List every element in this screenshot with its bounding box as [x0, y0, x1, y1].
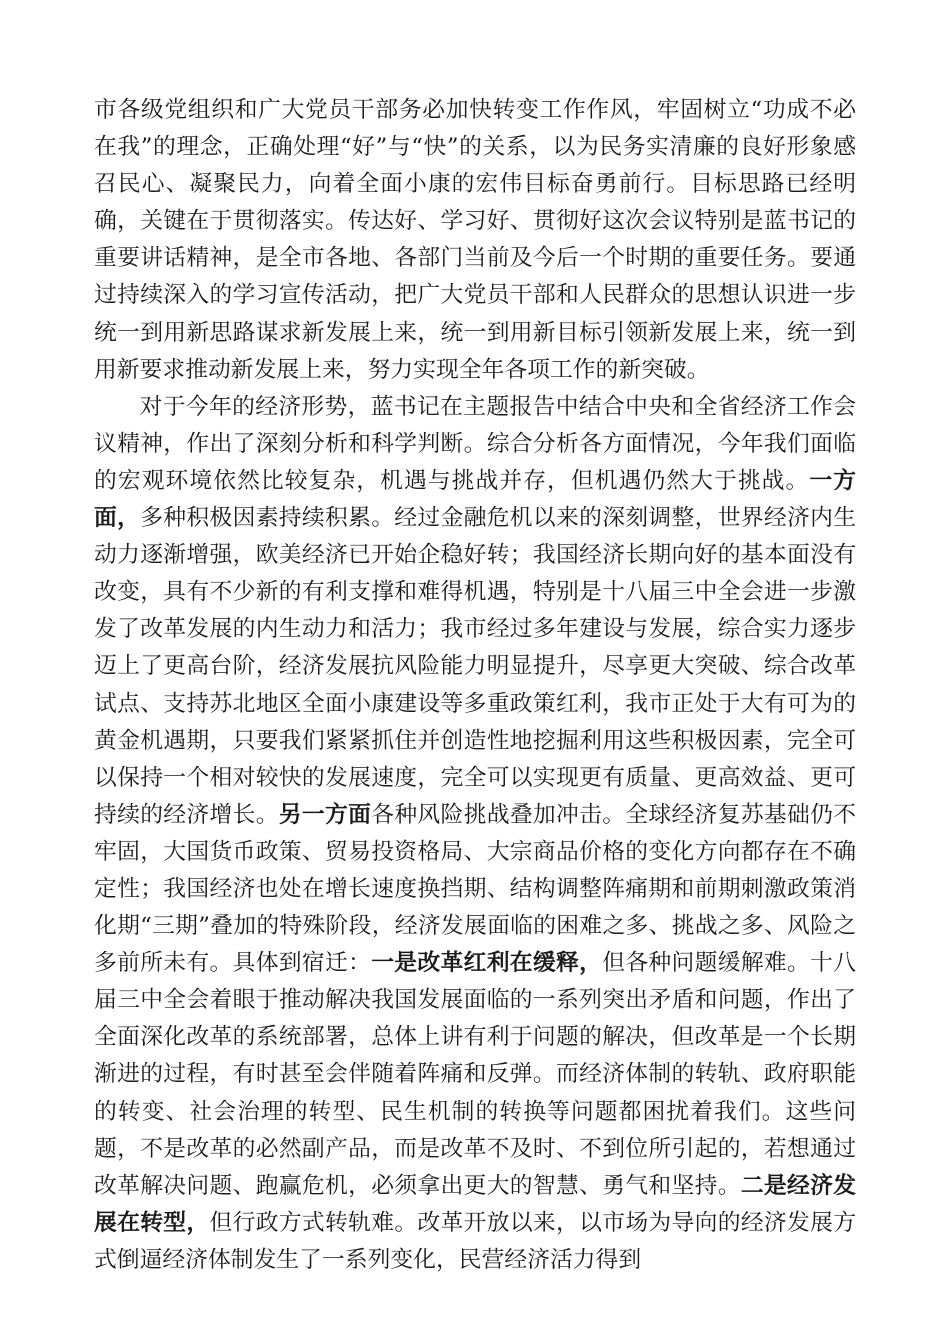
- paragraph-2-text-d: 但各种问题缓解难。十八届三中全会着眼于推动解决我国发展面临的一系列突出矛盾和问题，作出了全面深化改革的系统部署，总体上讲有利于问题的解决，但改革是一个长期渐进的过程，有时甚至会伴随着阵痛和反弹。而经济体制的转轨、政府职能的转变、社会治理的转型、民生机制的转换等问题都困扰着我们。这些问题，不是改革的必然副产品，而是改革不及时、不到位所引起的，若想通过改革解决问题、跑赢危机，必须拿出更大的智慧、勇气和坚持。: [94, 950, 857, 1199]
- document-body: [94, 92, 856, 1279]
- paragraph-2-text-c: 各种风险挑战叠加冲击。全球经济复苏基础仍不牢固，大国货币政策、贸易投资格局、大宗商品价格的变化方向都存在不确定性；我国经济也处在增长速度换挡期、结构调整阵痛期和前期刺激政策消化期“三期”叠加的特殊阶段，经济发展面临的困难之多、挑战之多、风险之多前所未有。具体到宿迁：: [94, 801, 857, 977]
- emphasis-point-one: 一是改革红利在缓释，: [371, 950, 603, 977]
- paragraph-2: [94, 389, 856, 1279]
- paragraph-1: [94, 92, 856, 389]
- emphasis-on-one-hand: 一方面，: [94, 467, 857, 532]
- paragraph-2-text-a: 对于今年的经济形势，蓝书记在主题报告中结合中央和全省经济工作会议精神，作出了深刻分析和科学判断。综合分析各方面情况，今年我们面临的宏观环境依然比较复杂，机遇与挑战并存，但机遇仍然大于挑战。: [94, 393, 856, 494]
- emphasis-on-other-hand: 另一方面: [278, 801, 372, 828]
- paragraph-2-text-e: 但行政方式转轨难。改革开放以来，以市场为导向的经济发展方式倒逼经济体制发生了一系列变化，民营经济活力得到: [94, 1209, 857, 1273]
- paragraph-1-text: 市各级党组织和广大党员干部务必加快转变工作作风，牢固树立“功成不必在我”的理念，正确处理“好”与“快”的关系，以为民务实清廉的良好形象感召民心、凝聚民力，向着全面小康的宏伟目标奋勇前行。目标思路已经明确，关键在于贯彻落实。传达好、学习好、贯彻好这次会议特别是蓝书记的重要讲话精神，是全市各地、各部门当前及今后一个时期的重要任务。要通过持续深入的学习宣传活动，把广大党员干部和人民群众的思想认识进一步统一到用新思路谋求新发展上来，统一到用新目标引领新发展上来，统一到用新要求推动新发展上来，努力实现全年各项工作的新突破。: [94, 97, 856, 383]
- emphasis-point-two: 二是经济发展在转型，: [94, 1172, 857, 1236]
- paragraph-2-text-b: 多种积极因素持续积累。经过金融危机以来的深刻调整，世界经济内生动力逐渐增强，欧美经济已开始企稳好转；我国经济长期向好的基本面没有改变，具有不少新的有利支撑和难得机遇，特别是十八届三中全会进一步激发了改革发展的内生动力和活力；我市经过多年建设与发展，综合实力逐步迈上了更高台阶，经济发展抗风险能力明显提升，尽享更大突破、综合改革试点、支持苏北地区全面小康建设等多重政策红利，我市正处于大有可为的黄金机遇期，只要我们紧紧抓住并创造性地挖掘利用这些积极因素，完全可以保持一个相对较快的发展速度，完全可以实现更有质量、更高效益、更可持续的经济增长。: [94, 505, 857, 828]
